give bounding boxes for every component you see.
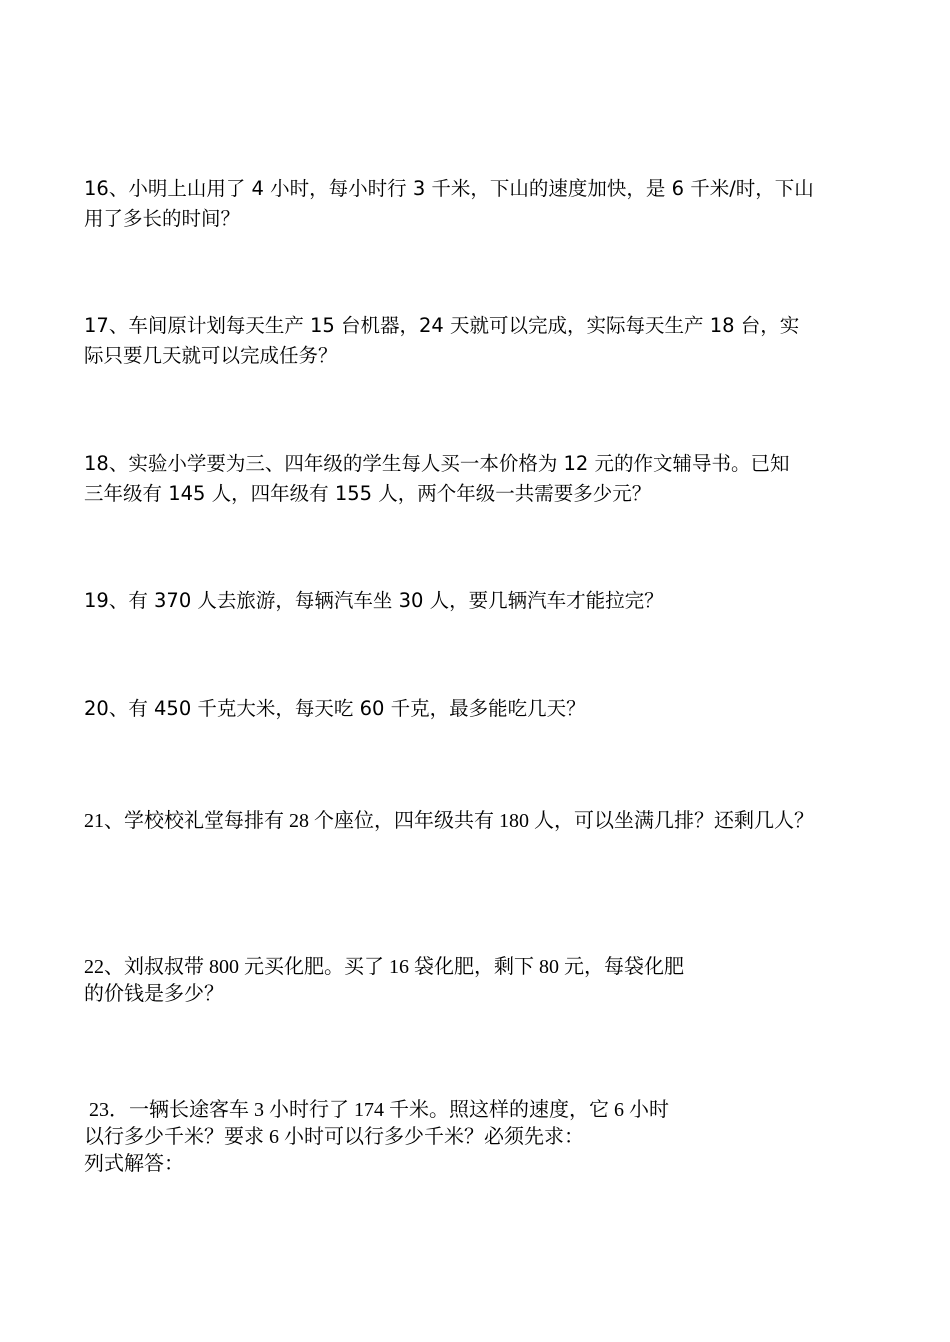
question-18-line-2: 三年级有 145 人，四年级有 155 人，两个年级一共需要多少元？: [84, 482, 652, 505]
question-16-line-1: 16、小明上山用了 4 小时，每小时行 3 千米，下山的速度加快，是 6 千米/时，下山: [84, 177, 814, 200]
question-16: [84, 174, 884, 234]
question-17-line-2: 际只要几天就可以完成任务？: [84, 344, 338, 367]
question-18-line-1: 18、实验小学要为三、四年级的学生每人买一本价格为 12 元的作文辅导书。已知: [84, 452, 790, 475]
question-23-line-3: 列式解答：: [84, 1153, 184, 1175]
question-22-line-2: 的价钱是多少？: [84, 983, 224, 1005]
question-20-line-1: 20、有 450 千克大米，每天吃 60 千克，最多能吃几天？: [84, 697, 586, 720]
question-21-line-1: 21、学校校礼堂每排有 28 个座位，四年级共有 180 人，可以坐满几排？还剩几人？: [84, 810, 814, 832]
question-16-line-2: 用了多长的时间？: [84, 207, 241, 230]
question-18: [84, 449, 884, 509]
question-23: [84, 1097, 884, 1178]
question-17: [84, 311, 884, 371]
question-22-line-1: 22、刘叔叔带 800 元买化肥。买了 16 袋化肥，剩下 80 元，每袋化肥: [84, 956, 684, 978]
question-17-line-1: 17、车间原计划每天生产 15 台机器，24 天就可以完成，实际每天生产 18 台，实: [84, 314, 800, 337]
question-21: [84, 808, 884, 835]
question-19: [84, 586, 884, 616]
question-23-line-2: 以行多少千米？要求 6 小时可以行多少千米？必须先求：: [84, 1126, 584, 1148]
question-23-line-1: 23．一辆长途客车 3 小时行了 174 千米。照这样的速度，它 6 小时: [89, 1099, 669, 1121]
question-20: [84, 694, 884, 724]
question-19-line-1: 19、有 370 人去旅游，每辆汽车坐 30 人，要几辆汽车才能拉完？: [84, 589, 664, 612]
question-22: [84, 954, 884, 1008]
